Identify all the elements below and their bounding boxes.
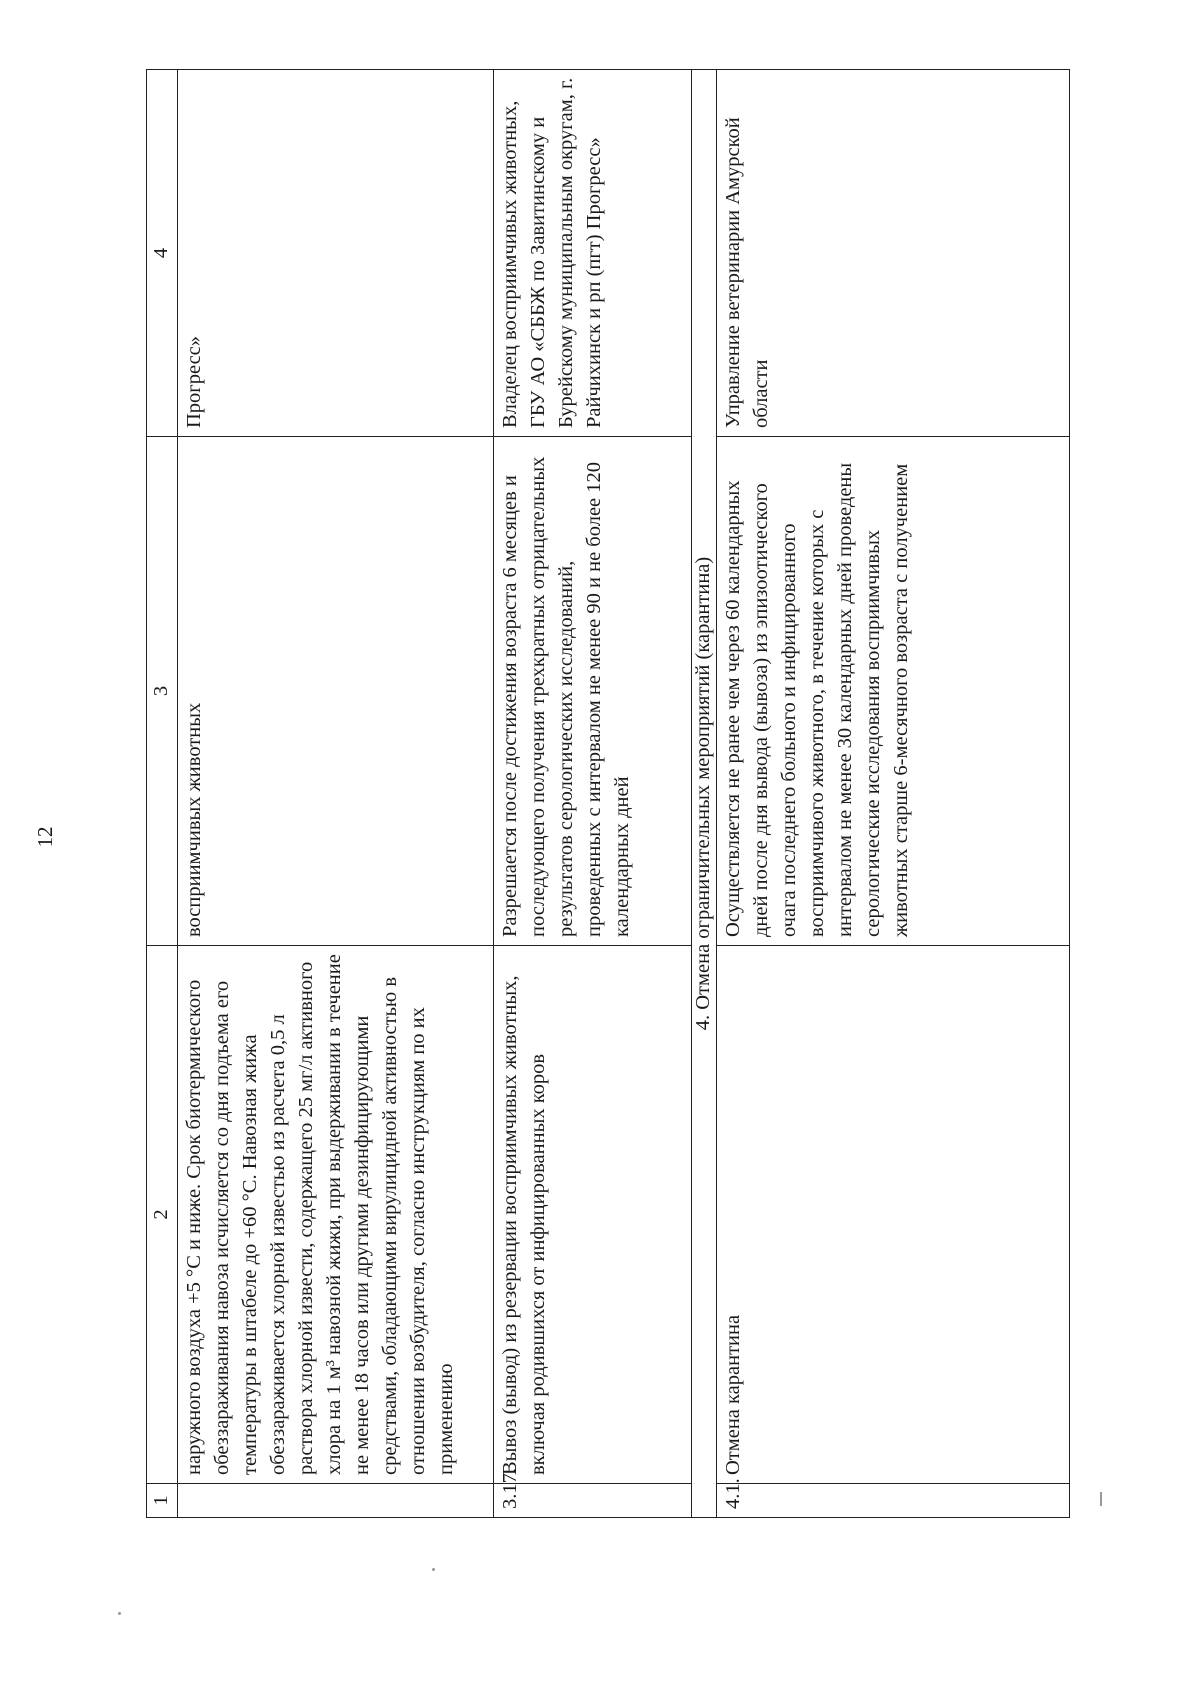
section-heading-row bbox=[692, 70, 717, 1518]
condition-cell: Осуществляется не ранее чем через 60 календарных дней после дня вывода (вывоза) из эпизоотического очага последнего больного и инфицированного восприимчивого животного, в течение которых с интервалом не менее 30 календарных дней проведены серологические исследования восприимчивых животных старше 6-месячного возраста с получением bbox=[717, 437, 1070, 946]
table-header-row bbox=[147, 70, 178, 1518]
responsible-cell: Владелец восприимчивых животных, ГБУ АО «СББЖ по Завитинскому и Бурейскому муниципальным округам, г. Райчихинск и рп (пгт) Прогресс» bbox=[494, 70, 692, 437]
table-row-4-1 bbox=[717, 70, 1070, 1518]
scan-speck bbox=[1100, 1492, 1102, 1506]
condition-cell: Разрешается после достижения возраста 6 месяцев и последующего получения трехкратных отрицательных результатов серологических исследований, проведенных с интервалом не менее 90 и не более 120 календарных дней bbox=[494, 437, 692, 946]
table-row-continuation bbox=[178, 70, 494, 1518]
measures-table bbox=[146, 69, 1070, 1518]
scan-speck bbox=[432, 1568, 435, 1571]
responsible-cell: Прогресс» bbox=[178, 70, 494, 437]
page-number: 12 bbox=[33, 826, 57, 848]
column-header-2: 2 bbox=[147, 946, 178, 1484]
condition-cell: восприимчивых животных bbox=[178, 437, 494, 946]
column-header-1: 1 bbox=[147, 1484, 178, 1518]
column-header-4: 4 bbox=[147, 70, 178, 437]
measure-cell: Отмена карантина bbox=[717, 946, 1070, 1484]
responsible-cell: Управление ветеринарии Амурской области bbox=[717, 70, 1070, 437]
row-number bbox=[178, 1484, 494, 1518]
rotated-table-wrapper bbox=[146, 70, 1070, 1518]
column-header-3: 3 bbox=[147, 437, 178, 946]
scan-speck bbox=[118, 1612, 121, 1615]
row-number: 3.17. bbox=[494, 1484, 692, 1518]
table-row-3-17 bbox=[494, 70, 692, 1518]
measure-cell: Вывоз (вывод) из резервации восприимчивых животных, включая родившихся от инфицированных коров bbox=[494, 946, 692, 1484]
row-number: 4.1. bbox=[717, 1484, 1070, 1518]
measure-cell: наружного воздуха +5 °С и ниже. Срок биотермического обеззараживания навоза исчисляется со дня подъема его температуры в штабеле до +60 °С. Навозная жижа обеззараживается хлорной известью из расчета 0,5 л раствора хлорной извести, содержащего 25 мг/л активного хлора на 1 м³ навозной жижи, при выдерживании в течение не менее 18 часов или другими дезинфицирующими средствами, обладающими вирулицидной активностью в отношении возбудителя, согласно инструкциям по их применению bbox=[178, 946, 494, 1484]
section-heading: 4. Отмена ограничительных мероприятий (карантина) bbox=[692, 70, 717, 1518]
